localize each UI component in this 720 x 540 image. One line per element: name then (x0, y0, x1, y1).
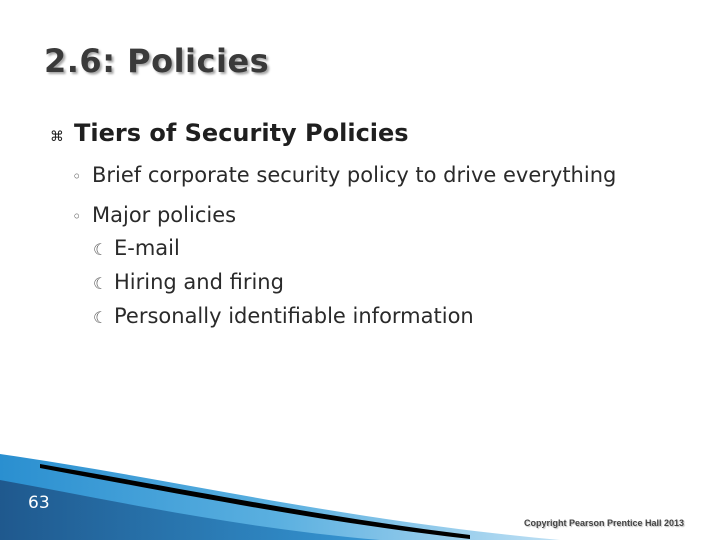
bullet-level3-text: Hiring and firing (114, 270, 284, 294)
bullet-marker-icon: ⌘ (50, 129, 64, 145)
bullet-ring-icon: ◦ (72, 207, 82, 226)
bullet-arc-icon: ☾ (93, 240, 108, 259)
bullet-level3-item (93, 270, 284, 294)
page-number: 63 (28, 493, 50, 513)
copyright-notice: Copyright Pearson Prentice Hall 2013 (524, 518, 685, 528)
bullet-arc-icon: ☾ (93, 308, 108, 327)
bullet-level2-text: Major policies (92, 203, 237, 227)
bullet-arc-icon: ☾ (93, 274, 108, 293)
bullet-level2-text: Brief corporate security policy to drive everything (92, 163, 617, 187)
bullet-level3-item (93, 236, 180, 260)
bullet-level1-text: Tiers of Security Policies (74, 119, 409, 147)
bullet-ring-icon: ◦ (72, 167, 82, 186)
bullet-level2-item (72, 203, 236, 227)
bullet-level1 (50, 119, 409, 147)
bullet-level2-item (72, 163, 616, 187)
bullet-level3-text: E-mail (114, 236, 180, 260)
bullet-level3-text: Personally identifiable information (114, 304, 474, 328)
slide-title: 2.6: Policies (44, 42, 270, 80)
bullet-level3-item (93, 304, 474, 328)
